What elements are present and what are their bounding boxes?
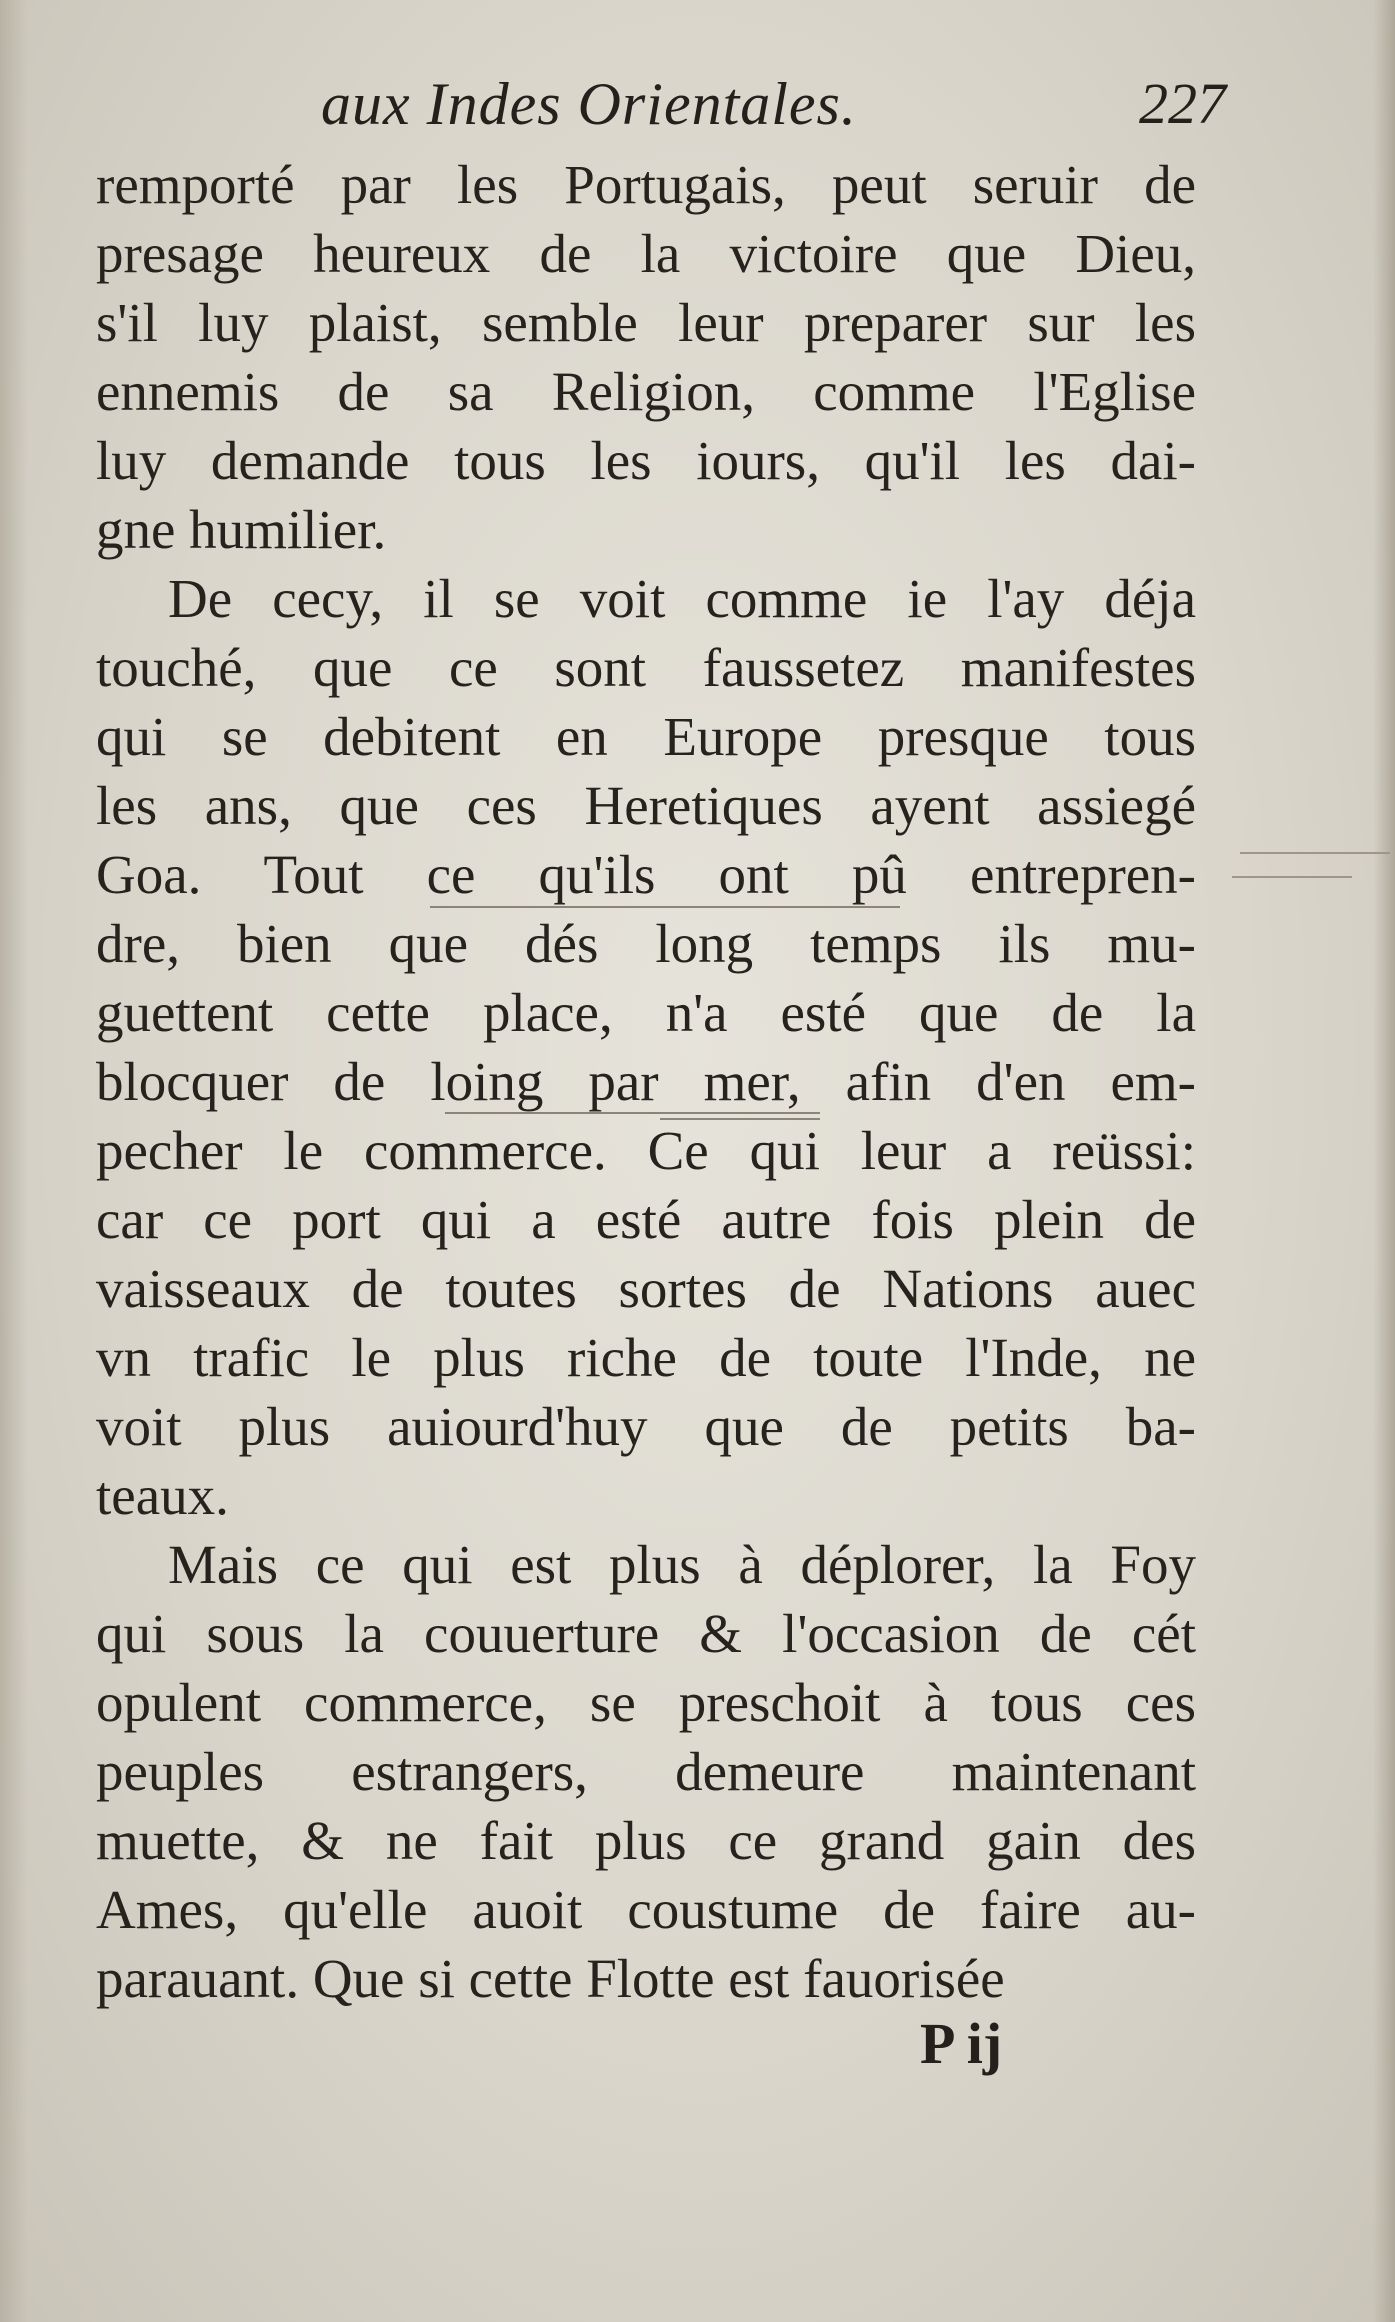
text-line: presage heureux de la victoire que Dieu, (96, 223, 1196, 284)
text-line: qui sous la couuerture & l'occasion de cét (96, 1603, 1196, 1664)
margin-pencil-mark (1240, 852, 1390, 854)
paragraph (96, 1530, 1196, 2013)
page-right-edge-shadow (1373, 0, 1395, 2322)
text-line: voit plus auiourd'huy que de petits ba- (96, 1396, 1196, 1457)
paragraph (96, 564, 1196, 1530)
text-line: vn trafic le plus riche de toute l'Inde, ne (96, 1327, 1196, 1388)
text-line: touché, que ce sont faussetez manifestes (96, 637, 1196, 698)
text-line: luy demande tous les iours, qu'il les dai- (96, 430, 1196, 491)
pencil-underline-mark (430, 906, 900, 908)
text-line: s'il luy plaist, semble leur preparer sur les (96, 292, 1196, 353)
text-line: muette, & ne fait plus ce grand gain des (96, 1810, 1196, 1871)
pencil-underline-mark (445, 1112, 820, 1114)
text-line: dre, bien que dés long temps ils mu- (96, 913, 1196, 974)
text-line: teaux. (96, 1465, 229, 1526)
text-line: gne humilier. (96, 499, 387, 560)
text-line: guettent cette place, n'a esté que de la (96, 982, 1196, 1043)
text-line: parauant. Que si cette Flotte est fauorisée (96, 1948, 1005, 2009)
text-line: pecher le commerce. Ce qui leur a reüssi: (96, 1120, 1196, 1181)
text-line: blocquer de loing par mer, afin d'en em- (96, 1051, 1196, 1112)
paragraph (96, 150, 1196, 564)
text-line: remporté par les Portugais, peut seruir de (96, 154, 1196, 215)
text-line: car ce port qui a esté autre fois plein de (96, 1189, 1196, 1250)
text-line: les ans, que ces Heretiques ayent assiegé (96, 775, 1196, 836)
text-line: Ames, qu'elle auoit coustume de faire au- (96, 1879, 1196, 1940)
margin-pencil-mark (1232, 876, 1352, 878)
pencil-underline-mark (660, 1118, 820, 1120)
running-title: aux Indes Orientales. (321, 71, 857, 137)
page-header (96, 70, 1226, 150)
text-line: vaisseaux de toutes sortes de Nations auec (96, 1258, 1196, 1319)
text-line: ennemis de sa Religion, comme l'Eglise (96, 361, 1196, 422)
text-line: opulent commerce, se preschoit à tous ces (96, 1672, 1196, 1733)
text-line: qui se debitent en Europe presque tous (96, 706, 1196, 767)
body-text (96, 150, 1196, 2013)
text-line: Goa. Tout ce qu'ils ont pû entrepren- (96, 844, 1196, 905)
text-line: peuples estrangers, demeure maintenant (96, 1741, 1196, 1802)
page-left-edge-shadow (0, 0, 28, 2322)
page-number: 227 (1139, 71, 1226, 136)
text-line: De cecy, il se voit comme ie l'ay déja (168, 568, 1196, 629)
signature-mark: P ij (920, 2011, 1003, 2076)
text-line: Mais ce qui est plus à déplorer, la Foy (168, 1534, 1196, 1595)
